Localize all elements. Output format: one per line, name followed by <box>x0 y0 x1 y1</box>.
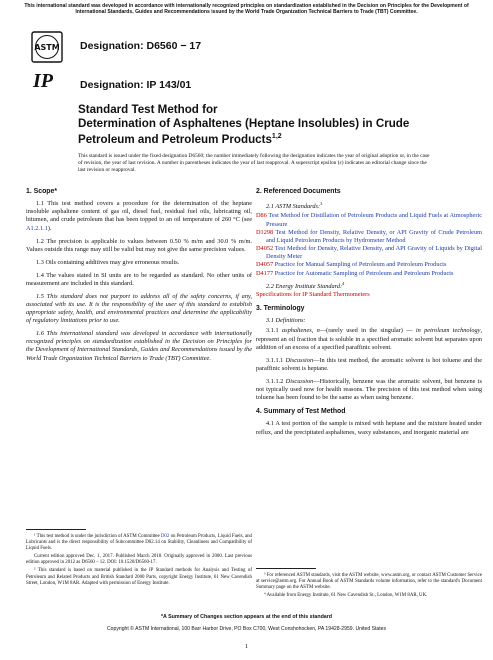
section-heading-summary: 4. Summary of Test Method <box>256 408 346 416</box>
footnotes-right <box>256 573 482 601</box>
paragraph-1-3: 1.3 Oils containing additives may give erroneous results. <box>36 258 180 266</box>
copyright-line: Copyright © ASTM International, 100 Barr Harbor Drive, PO Box C700, West Conshohocken, PA 19428-2959. United States <box>106 626 387 632</box>
astm-standards-label: 2.1 ASTM Standards:$^3$ <box>266 201 323 211</box>
footnote-4: ⁴ Available from Energy Institute, 61 New Cavendish St., London, W1M 8AR, UK. <box>264 593 428 599</box>
ip-thermometers-link[interactable]: Specifications for IP Standard Thermometers <box>256 290 370 298</box>
ip-designation: Designation: IP 143/01 <box>80 79 192 91</box>
paragraph-1-5: 1.5 This standard does not purport to address all of the safety concerns, if any, associated with its use. It is the responsibility of the user of this standard to establish appropriate safety, health, and environmental practices and determine the applicability of regulatory limitations prior to use. <box>26 292 252 325</box>
page-number: 1 <box>244 643 249 650</box>
reference-d4052[interactable]: D4052 Test Method for Density, Relative Density, and API Gravity of Liquids by Digital Density Meter <box>256 245 482 261</box>
summary-of-changes-note: *A Summary of Changes section appears at the end of this standard <box>160 614 333 620</box>
issuance-note: This standard is issued under the fixed designation D6560; the number immediately following the designation indicates the year of original adoption or, in the case of revision, the year of last revision. A number in parentheses indicates the year of last reapproval. A superscript epsilon (ε) indicates an editorial change since the last revision or reapproval. <box>78 153 430 173</box>
document-title: Standard Test Method for Determination of Asphaltenes (Heptane Insolubles) in Crude Petroleum and Petroleum Products$^{1,2}$ <box>78 103 410 146</box>
ei-standard-label: 2.2 Energy Institute Standard:$^4$ <box>266 280 345 290</box>
paragraph-1-6: 1.6 This international standard was developed in accordance with internationally recognized principles on standardization established in the Decision on Principles for the Development of International Standards, Guides and Recommendations issued by the World Trade Organization Technical Barriers to Trade (TBT) Committee. <box>26 330 252 362</box>
tbt-notice: This international standard was developed in accordance with internationally recognized principles on standardization established in the Decision on Principles for the Development of International Standards, Guides and Recommendations issued by the World Trade Organization Technical Barriers to Trade (TBT) Committee. <box>24 3 469 16</box>
section-heading-referenced-documents: 2. Referenced Documents <box>256 188 341 195</box>
paragraph-1-4: 1.4 The values stated in SI units are to be regarded as standard. No other units of measurement are included in this standard. <box>26 271 252 287</box>
svg-text:IP: IP <box>33 70 53 92</box>
annex-link[interactable]: A1.2.1.1 <box>26 224 48 232</box>
astm-logo-icon <box>30 30 64 64</box>
footnotes-left <box>26 534 252 589</box>
ip-logo-icon <box>30 68 64 92</box>
section-heading-terminology: 3. Terminology <box>256 305 305 313</box>
reference-d4057[interactable]: D4057 Practice for Manual Sampling of Petroleum and Petroleum Products <box>256 261 447 269</box>
footnote-rule-left <box>26 529 86 530</box>
svg-text:ASTM: ASTM <box>34 43 60 52</box>
right-column <box>256 188 482 441</box>
paragraph-4-1: 4.1 A test portion of the sample is mixed with heptane and the mixture heated under reflux, and the precipitated asphaltenes, waxy substances, and inorganic material are <box>256 420 482 436</box>
footnote-3: ³ For referenced ASTM standards, visit the ASTM website, www.astm.org, or contact ASTM Customer Service at service@astm.org. For Annual Book of ASTM Standards volume information, refer to the standard's Document Summary page on the ASTM website. <box>256 573 482 591</box>
section-heading-scope: 1. Scope* <box>26 188 58 195</box>
definition-asphaltenes: 3.1.1 asphaltenes, n—(rarely used in the singular) — in petroleum technology, represent an oil fraction that is soluble in a specified aromatic solvent but separates upon addition of an excess of a specified paraffinic solvent. <box>256 327 483 351</box>
paragraph-1-1: 1.1 This test method covers a procedure for the determination of the heptane insoluble asphaltene content of gas oil, diesel fuel, residual fuel oils, lubricating oil, bitumen, and crude petroleum that has been topped to an oil temperature of 260 °C (see A1.2.1.1). <box>26 200 252 232</box>
committee-link[interactable]: D02 <box>160 534 170 539</box>
definitions-label: 3.1 Definitions: <box>266 317 306 325</box>
reference-d4177[interactable]: D4177 Practice for Automatic Sampling of Petroleum and Petroleum Products <box>256 269 454 277</box>
discussion-1: 3.1.1.1 Discussion—In this test method, the aromatic solvent is hot toluene and the paraffinic solvent is heptane. <box>256 356 483 372</box>
footnote-rule-right <box>256 568 316 569</box>
discussion-2: 3.1.1.2 Discussion—Historically, benzene was the aromatic solvent, but benzene is not typically used now for health reasons. The precision of this test method when using toluene has been found to be the same as when using benzene. <box>256 377 483 402</box>
reference-d86[interactable]: D86 Test Method for Distillation of Petroleum Products and Liquid Fuels at Atmospheric Pressure <box>256 212 482 228</box>
paragraph-1-2: 1.2 The precision is applicable to values between 0.50 % m/m and 30.0 % m/m. Values outside this range may still be valid but may not give the same precision values. <box>26 237 252 253</box>
footnote-2: ² This standard is based on material published in the IP Standard methods for Analysis and Testing of Petroleum and Related Products and British Standard 2000 Parts, copyright Energy Institute, 61 New Cavendish Street, London, W1M 8AR. Adapted with permission of Energy Institute. <box>26 568 252 586</box>
astm-designation: Designation: D6560 − 17 <box>80 40 202 52</box>
reference-d1298[interactable]: D1298 Test Method for Density, Relative Density, or API Gravity of Crude Petroleum and Liquid Petroleum Products by Hydrometer Method <box>256 228 482 244</box>
footnote-1-edition: Current edition approved Dec. 1, 2017. Published March 2018. Originally approved in 2000. Last previous edition approved in 2012 as D6560 – 12. DOI: 10.1520/D6560-17. <box>26 554 252 566</box>
footnote-1: ¹ This test method is under the jurisdiction of ASTM Committee D02 on Petroleum Products, Liquid Fuels, and Lubricants and is the direct responsibility of Subcommittee D02.14 on Stability, Cleanliness and Compatibility of Liquid Fuels. <box>26 534 252 552</box>
left-column <box>26 188 252 368</box>
